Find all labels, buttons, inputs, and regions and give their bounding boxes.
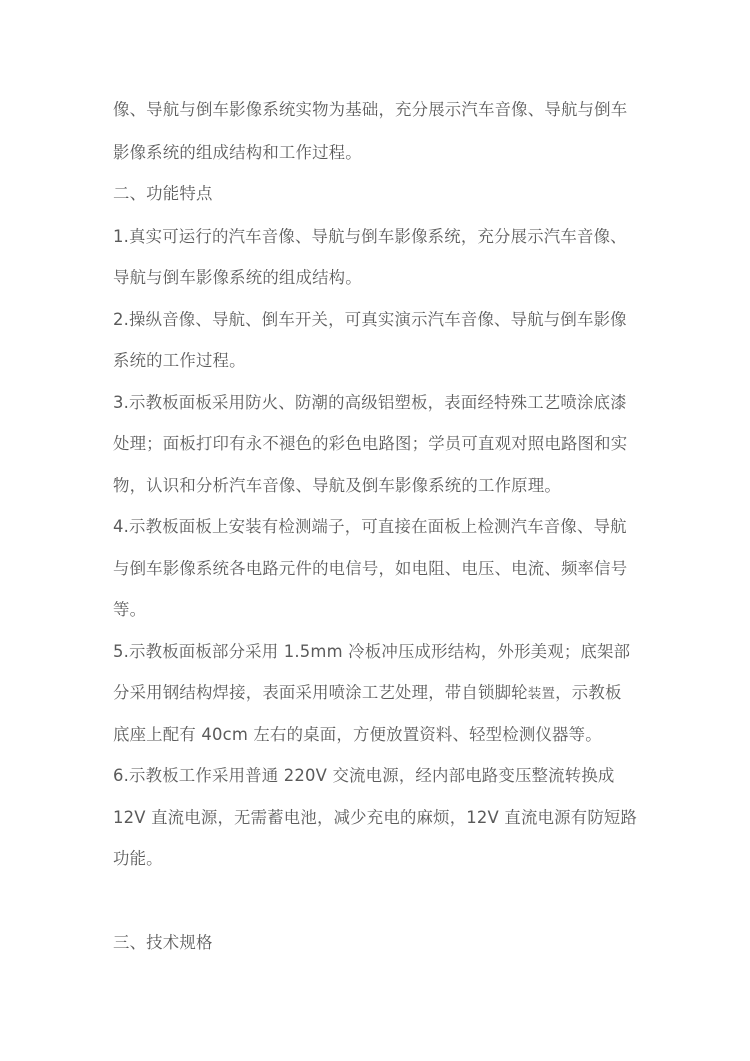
paragraph-line: 2.操纵音像、导航、倒车开关，可真实演示汽车音像、导航与倒车影像 [113, 310, 627, 329]
paragraph-line: 3.示教板面板采用防火、防潮的高级铝塑板，表面经特殊工艺喷涂底漆 [113, 393, 627, 412]
paragraph-line: 6.示教板工作采用普通 220V 交流电源，经内部电路变压整流转换成 [113, 766, 615, 785]
paragraph-line: 1.真实可运行的汽车音像、导航与倒车影像系统，充分展示汽车音像、 [113, 227, 627, 246]
paragraph-line: 处理；面板打印有永不褪色的彩色电路图；学员可直观对照电路图和实 [113, 434, 628, 453]
paragraph-text: ，示教板 [555, 683, 622, 702]
paragraph-line: 5.示教板面板部分采用 1.5mm 冷板冲压成形结构，外形美观；底架部 [113, 642, 631, 661]
section-heading-specs: 三、技术规格 [113, 933, 213, 952]
paragraph-line: 功能。 [113, 849, 163, 868]
paragraph-text: 分采用钢结构焊接，表面采用喷涂工艺处理，带自锁脚轮 [113, 683, 528, 702]
paragraph-line: 影像系统的组成结构和工作过程。 [113, 143, 362, 162]
paragraph-text-small: 装置 [527, 686, 556, 702]
paragraph-line: 导航与倒车影像系统的组成结构。 [113, 268, 362, 287]
section-heading-features: 二、功能特点 [113, 184, 213, 203]
paragraph-line: 物，认识和分析汽车音像、导航及倒车影像系统的工作原理。 [113, 476, 561, 495]
paragraph-line [113, 681, 673, 706]
paragraph-line: 4.示教板面板上安装有检测端子，可直接在面板上检测汽车音像、导航 [113, 517, 627, 536]
paragraph-line: 等。 [113, 600, 147, 619]
paragraph-line: 与倒车影像系统各电路元件的电信号，如电阻、电压、电流、频率信号 [113, 559, 628, 578]
paragraph-line: 系统的工作过程。 [113, 351, 246, 370]
paragraph-line: 12V 直流电源，无需蓄电池，减少充电的麻烦，12V 直流电源有防短路 [113, 808, 638, 827]
paragraph-line: 底座上配有 40cm 左右的桌面，方便放置资料、轻型检测仪器等。 [113, 725, 602, 744]
paragraph-line: 像、导航与倒车影像系统实物为基础，充分展示汽车音像、导航与倒车 [113, 100, 628, 119]
